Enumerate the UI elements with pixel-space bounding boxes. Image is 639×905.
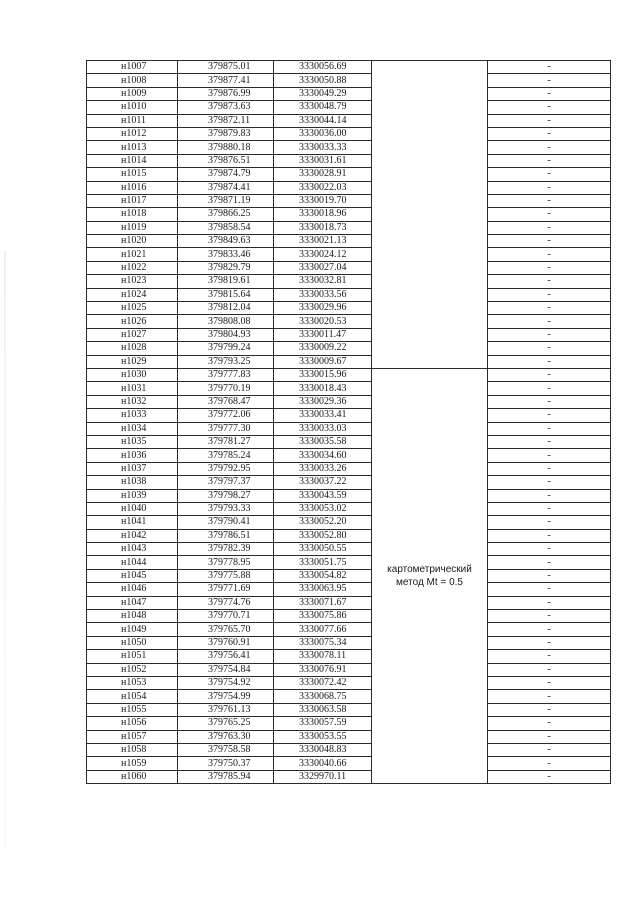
table-row: [87, 395, 611, 408]
table-row: [87, 409, 611, 422]
point-name-cell: н1042: [87, 529, 178, 542]
table-row: [87, 154, 611, 167]
precision-cell: -: [488, 743, 611, 756]
table-row: [87, 302, 611, 315]
x-coordinate-cell: 379874.41: [178, 181, 274, 194]
point-name-cell: н1047: [87, 596, 178, 609]
x-coordinate-cell: 379792.95: [178, 462, 274, 475]
x-coordinate-cell: 379797.37: [178, 476, 274, 489]
y-coordinate-cell: 3330053.02: [274, 502, 372, 515]
y-coordinate-cell: 3330027.04: [274, 261, 372, 274]
point-name-cell: н1033: [87, 409, 178, 422]
precision-cell: -: [488, 74, 611, 87]
precision-cell: -: [488, 596, 611, 609]
precision-cell: -: [488, 650, 611, 663]
table-row: [87, 743, 611, 756]
x-coordinate-cell: 379765.25: [178, 717, 274, 730]
point-name-cell: н1011: [87, 114, 178, 127]
y-coordinate-cell: 3330033.41: [274, 409, 372, 422]
table-row: [87, 502, 611, 515]
table-row: [87, 583, 611, 596]
point-name-cell: н1038: [87, 476, 178, 489]
table-row: [87, 382, 611, 395]
x-coordinate-cell: 379756.41: [178, 650, 274, 663]
table-row: [87, 328, 611, 341]
y-coordinate-cell: 3330020.53: [274, 315, 372, 328]
point-name-cell: н1057: [87, 730, 178, 743]
point-name-cell: н1030: [87, 368, 178, 381]
table-row: [87, 315, 611, 328]
precision-cell: -: [488, 757, 611, 770]
point-name-cell: н1024: [87, 288, 178, 301]
precision-cell: -: [488, 435, 611, 448]
y-coordinate-cell: 3330029.96: [274, 302, 372, 315]
table-row: [87, 516, 611, 529]
y-coordinate-cell: 3330052.80: [274, 529, 372, 542]
point-name-cell: н1013: [87, 141, 178, 154]
y-coordinate-cell: 3330028.91: [274, 168, 372, 181]
x-coordinate-cell: 379777.83: [178, 368, 274, 381]
point-name-cell: н1031: [87, 382, 178, 395]
point-name-cell: н1041: [87, 516, 178, 529]
point-name-cell: н1007: [87, 61, 178, 74]
table-row: [87, 208, 611, 221]
table-row: [87, 703, 611, 716]
y-coordinate-cell: 3330035.58: [274, 435, 372, 448]
x-coordinate-cell: 379874.79: [178, 168, 274, 181]
y-coordinate-cell: 3330029.36: [274, 395, 372, 408]
precision-cell: -: [488, 663, 611, 676]
x-coordinate-cell: 379793.33: [178, 502, 274, 515]
y-coordinate-cell: 3330056.69: [274, 61, 372, 74]
y-coordinate-cell: 3330011.47: [274, 328, 372, 341]
y-coordinate-cell: 3330053.55: [274, 730, 372, 743]
precision-cell: -: [488, 342, 611, 355]
table-row: [87, 449, 611, 462]
point-name-cell: н1023: [87, 275, 178, 288]
precision-cell: -: [488, 275, 611, 288]
y-coordinate-cell: 3330018.43: [274, 382, 372, 395]
y-coordinate-cell: 3330071.67: [274, 596, 372, 609]
point-name-cell: н1056: [87, 717, 178, 730]
x-coordinate-cell: 379768.47: [178, 395, 274, 408]
point-name-cell: н1019: [87, 221, 178, 234]
point-name-cell: н1036: [87, 449, 178, 462]
precision-cell: -: [488, 623, 611, 636]
y-coordinate-cell: 3330068.75: [274, 690, 372, 703]
y-coordinate-cell: 3330050.88: [274, 74, 372, 87]
precision-cell: -: [488, 422, 611, 435]
y-coordinate-cell: 3330034.60: [274, 449, 372, 462]
point-name-cell: н1017: [87, 194, 178, 207]
precision-cell: -: [488, 154, 611, 167]
table-row: [87, 569, 611, 582]
precision-cell: -: [488, 315, 611, 328]
point-name-cell: н1026: [87, 315, 178, 328]
y-coordinate-cell: 3330075.34: [274, 636, 372, 649]
coordinates-table-body: [87, 61, 611, 784]
precision-cell: -: [488, 690, 611, 703]
precision-cell: -: [488, 476, 611, 489]
x-coordinate-cell: 379781.27: [178, 435, 274, 448]
table-row: [87, 435, 611, 448]
precision-cell: -: [488, 449, 611, 462]
y-coordinate-cell: 3330048.83: [274, 743, 372, 756]
y-coordinate-cell: 3329970.11: [274, 770, 372, 783]
point-name-cell: н1022: [87, 261, 178, 274]
x-coordinate-cell: 379812.04: [178, 302, 274, 315]
table-row: [87, 476, 611, 489]
x-coordinate-cell: 379778.95: [178, 556, 274, 569]
precision-cell: -: [488, 208, 611, 221]
point-name-cell: н1037: [87, 462, 178, 475]
y-coordinate-cell: 3330049.29: [274, 87, 372, 100]
y-coordinate-cell: 3330052.20: [274, 516, 372, 529]
precision-cell: -: [488, 368, 611, 381]
point-name-cell: н1018: [87, 208, 178, 221]
x-coordinate-cell: 379775.88: [178, 569, 274, 582]
point-name-cell: н1059: [87, 757, 178, 770]
point-name-cell: н1015: [87, 168, 178, 181]
x-coordinate-cell: 379760.91: [178, 636, 274, 649]
point-name-cell: н1045: [87, 569, 178, 582]
x-coordinate-cell: 379880.18: [178, 141, 274, 154]
y-coordinate-cell: 3330040.66: [274, 757, 372, 770]
y-coordinate-cell: 3330050.55: [274, 543, 372, 556]
precision-cell: -: [488, 703, 611, 716]
point-name-cell: н1032: [87, 395, 178, 408]
table-row: [87, 74, 611, 87]
precision-cell: -: [488, 556, 611, 569]
y-coordinate-cell: 3330033.03: [274, 422, 372, 435]
point-name-cell: н1025: [87, 302, 178, 315]
x-coordinate-cell: 379876.99: [178, 87, 274, 100]
y-coordinate-cell: 3330018.96: [274, 208, 372, 221]
precision-cell: -: [488, 328, 611, 341]
y-coordinate-cell: 3330075.86: [274, 610, 372, 623]
table-row: [87, 194, 611, 207]
x-coordinate-cell: 379793.25: [178, 355, 274, 368]
x-coordinate-cell: 379785.94: [178, 770, 274, 783]
point-name-cell: н1020: [87, 235, 178, 248]
precision-cell: -: [488, 355, 611, 368]
point-name-cell: н1009: [87, 87, 178, 100]
table-row: [87, 462, 611, 475]
x-coordinate-cell: 379829.79: [178, 261, 274, 274]
x-coordinate-cell: 379833.46: [178, 248, 274, 261]
table-row: [87, 127, 611, 140]
point-name-cell: н1053: [87, 676, 178, 689]
table-row: [87, 663, 611, 676]
point-name-cell: н1008: [87, 74, 178, 87]
y-coordinate-cell: 3330037.22: [274, 476, 372, 489]
point-name-cell: н1035: [87, 435, 178, 448]
y-coordinate-cell: 3330033.56: [274, 288, 372, 301]
point-name-cell: н1021: [87, 248, 178, 261]
x-coordinate-cell: 379772.06: [178, 409, 274, 422]
precision-cell: -: [488, 261, 611, 274]
x-coordinate-cell: 379790.41: [178, 516, 274, 529]
x-coordinate-cell: 379765.70: [178, 623, 274, 636]
table-row: [87, 489, 611, 502]
precision-cell: -: [488, 610, 611, 623]
precision-cell: -: [488, 770, 611, 783]
precision-cell: -: [488, 181, 611, 194]
y-coordinate-cell: 3330077.66: [274, 623, 372, 636]
x-coordinate-cell: 379877.41: [178, 74, 274, 87]
x-coordinate-cell: 379858.54: [178, 221, 274, 234]
precision-cell: -: [488, 87, 611, 100]
precision-cell: -: [488, 516, 611, 529]
table-row: [87, 770, 611, 783]
table-row: [87, 288, 611, 301]
table-row: [87, 717, 611, 730]
point-name-cell: н1060: [87, 770, 178, 783]
precision-cell: -: [488, 395, 611, 408]
x-coordinate-cell: 379777.30: [178, 422, 274, 435]
y-coordinate-cell: 3330063.95: [274, 583, 372, 596]
point-name-cell: н1027: [87, 328, 178, 341]
x-coordinate-cell: 379750.37: [178, 757, 274, 770]
x-coordinate-cell: 379770.71: [178, 610, 274, 623]
point-name-cell: н1051: [87, 650, 178, 663]
point-name-cell: н1028: [87, 342, 178, 355]
precision-cell: -: [488, 248, 611, 261]
y-coordinate-cell: 3330032.81: [274, 275, 372, 288]
precision-cell: -: [488, 583, 611, 596]
x-coordinate-cell: 379849.63: [178, 235, 274, 248]
table-row: [87, 543, 611, 556]
point-name-cell: н1039: [87, 489, 178, 502]
table-row: [87, 636, 611, 649]
x-coordinate-cell: 379770.19: [178, 382, 274, 395]
point-name-cell: н1049: [87, 623, 178, 636]
precision-cell: -: [488, 382, 611, 395]
precision-cell: -: [488, 730, 611, 743]
precision-cell: -: [488, 569, 611, 582]
table-row: [87, 221, 611, 234]
precision-cell: -: [488, 543, 611, 556]
precision-cell: -: [488, 462, 611, 475]
point-name-cell: н1034: [87, 422, 178, 435]
x-coordinate-cell: 379771.69: [178, 583, 274, 596]
y-coordinate-cell: 3330015.96: [274, 368, 372, 381]
precision-cell: -: [488, 194, 611, 207]
x-coordinate-cell: 379785.24: [178, 449, 274, 462]
table-row: [87, 87, 611, 100]
x-coordinate-cell: 379871.19: [178, 194, 274, 207]
table-row: [87, 101, 611, 114]
precision-cell: -: [488, 235, 611, 248]
precision-cell: -: [488, 717, 611, 730]
precision-cell: -: [488, 127, 611, 140]
table-row: [87, 181, 611, 194]
x-coordinate-cell: 379774.76: [178, 596, 274, 609]
point-name-cell: н1058: [87, 743, 178, 756]
x-coordinate-cell: 379804.93: [178, 328, 274, 341]
x-coordinate-cell: 379754.92: [178, 676, 274, 689]
x-coordinate-cell: 379876.51: [178, 154, 274, 167]
table-row: [87, 556, 611, 569]
x-coordinate-cell: 379761.13: [178, 703, 274, 716]
x-coordinate-cell: 379786.51: [178, 529, 274, 542]
table-row: [87, 676, 611, 689]
y-coordinate-cell: 3330024.12: [274, 248, 372, 261]
y-coordinate-cell: 3330072.42: [274, 676, 372, 689]
table-row: [87, 275, 611, 288]
y-coordinate-cell: 3330054.82: [274, 569, 372, 582]
x-coordinate-cell: 379763.30: [178, 730, 274, 743]
x-coordinate-cell: 379758.58: [178, 743, 274, 756]
x-coordinate-cell: 379875.01: [178, 61, 274, 74]
y-coordinate-cell: 3330076.91: [274, 663, 372, 676]
table-row: [87, 623, 611, 636]
table-row: [87, 168, 611, 181]
y-coordinate-cell: 3330022.03: [274, 181, 372, 194]
y-coordinate-cell: 3330043.59: [274, 489, 372, 502]
precision-cell: -: [488, 101, 611, 114]
x-coordinate-cell: 379815.64: [178, 288, 274, 301]
table-row: [87, 141, 611, 154]
method-cell: [372, 61, 488, 369]
point-name-cell: н1046: [87, 583, 178, 596]
precision-cell: -: [488, 636, 611, 649]
precision-cell: -: [488, 676, 611, 689]
y-coordinate-cell: 3330018.73: [274, 221, 372, 234]
precision-cell: -: [488, 529, 611, 542]
point-name-cell: н1040: [87, 502, 178, 515]
table-row: [87, 248, 611, 261]
point-name-cell: н1052: [87, 663, 178, 676]
y-coordinate-cell: 3330021.13: [274, 235, 372, 248]
table-row: [87, 610, 611, 623]
y-coordinate-cell: 3330078.11: [274, 650, 372, 663]
table-row: [87, 730, 611, 743]
table-row: [87, 114, 611, 127]
x-coordinate-cell: 379819.61: [178, 275, 274, 288]
y-coordinate-cell: 3330063.58: [274, 703, 372, 716]
table-row: [87, 529, 611, 542]
x-coordinate-cell: 379873.63: [178, 101, 274, 114]
table-row: [87, 235, 611, 248]
table-row: [87, 61, 611, 74]
y-coordinate-cell: 3330019.70: [274, 194, 372, 207]
table-row: [87, 690, 611, 703]
table-row: [87, 596, 611, 609]
precision-cell: -: [488, 141, 611, 154]
x-coordinate-cell: 379879.83: [178, 127, 274, 140]
y-coordinate-cell: 3330036.00: [274, 127, 372, 140]
point-name-cell: н1055: [87, 703, 178, 716]
y-coordinate-cell: 3330033.33: [274, 141, 372, 154]
x-coordinate-cell: 379754.99: [178, 690, 274, 703]
precision-cell: -: [488, 61, 611, 74]
table-row: [87, 650, 611, 663]
y-coordinate-cell: 3330031.61: [274, 154, 372, 167]
point-name-cell: н1010: [87, 101, 178, 114]
table-row: [87, 757, 611, 770]
precision-cell: -: [488, 302, 611, 315]
point-name-cell: н1014: [87, 154, 178, 167]
coordinates-table: [86, 60, 611, 784]
x-coordinate-cell: 379754.84: [178, 663, 274, 676]
precision-cell: -: [488, 114, 611, 127]
table-row: [87, 368, 611, 381]
precision-cell: -: [488, 502, 611, 515]
point-name-cell: н1048: [87, 610, 178, 623]
y-coordinate-cell: 3330044.14: [274, 114, 372, 127]
y-coordinate-cell: 3330009.67: [274, 355, 372, 368]
point-name-cell: н1054: [87, 690, 178, 703]
x-coordinate-cell: 379799.24: [178, 342, 274, 355]
y-coordinate-cell: 3330048.79: [274, 101, 372, 114]
x-coordinate-cell: 379782.39: [178, 543, 274, 556]
x-coordinate-cell: 379872.11: [178, 114, 274, 127]
table-row: [87, 261, 611, 274]
point-name-cell: н1029: [87, 355, 178, 368]
scan-margin-shadow: [4, 250, 6, 850]
point-name-cell: н1043: [87, 543, 178, 556]
precision-cell: -: [488, 221, 611, 234]
point-name-cell: н1012: [87, 127, 178, 140]
point-name-cell: н1050: [87, 636, 178, 649]
table-row: [87, 342, 611, 355]
method-cell: картометрический метод Mt = 0.5: [372, 368, 488, 783]
table-row: [87, 355, 611, 368]
x-coordinate-cell: 379866.25: [178, 208, 274, 221]
point-name-cell: н1016: [87, 181, 178, 194]
y-coordinate-cell: 3330033.26: [274, 462, 372, 475]
y-coordinate-cell: 3330009.22: [274, 342, 372, 355]
point-name-cell: н1044: [87, 556, 178, 569]
precision-cell: -: [488, 489, 611, 502]
y-coordinate-cell: 3330051.75: [274, 556, 372, 569]
table-row: [87, 422, 611, 435]
precision-cell: -: [488, 168, 611, 181]
precision-cell: -: [488, 409, 611, 422]
x-coordinate-cell: 379808.08: [178, 315, 274, 328]
precision-cell: -: [488, 288, 611, 301]
x-coordinate-cell: 379798.27: [178, 489, 274, 502]
y-coordinate-cell: 3330057.59: [274, 717, 372, 730]
